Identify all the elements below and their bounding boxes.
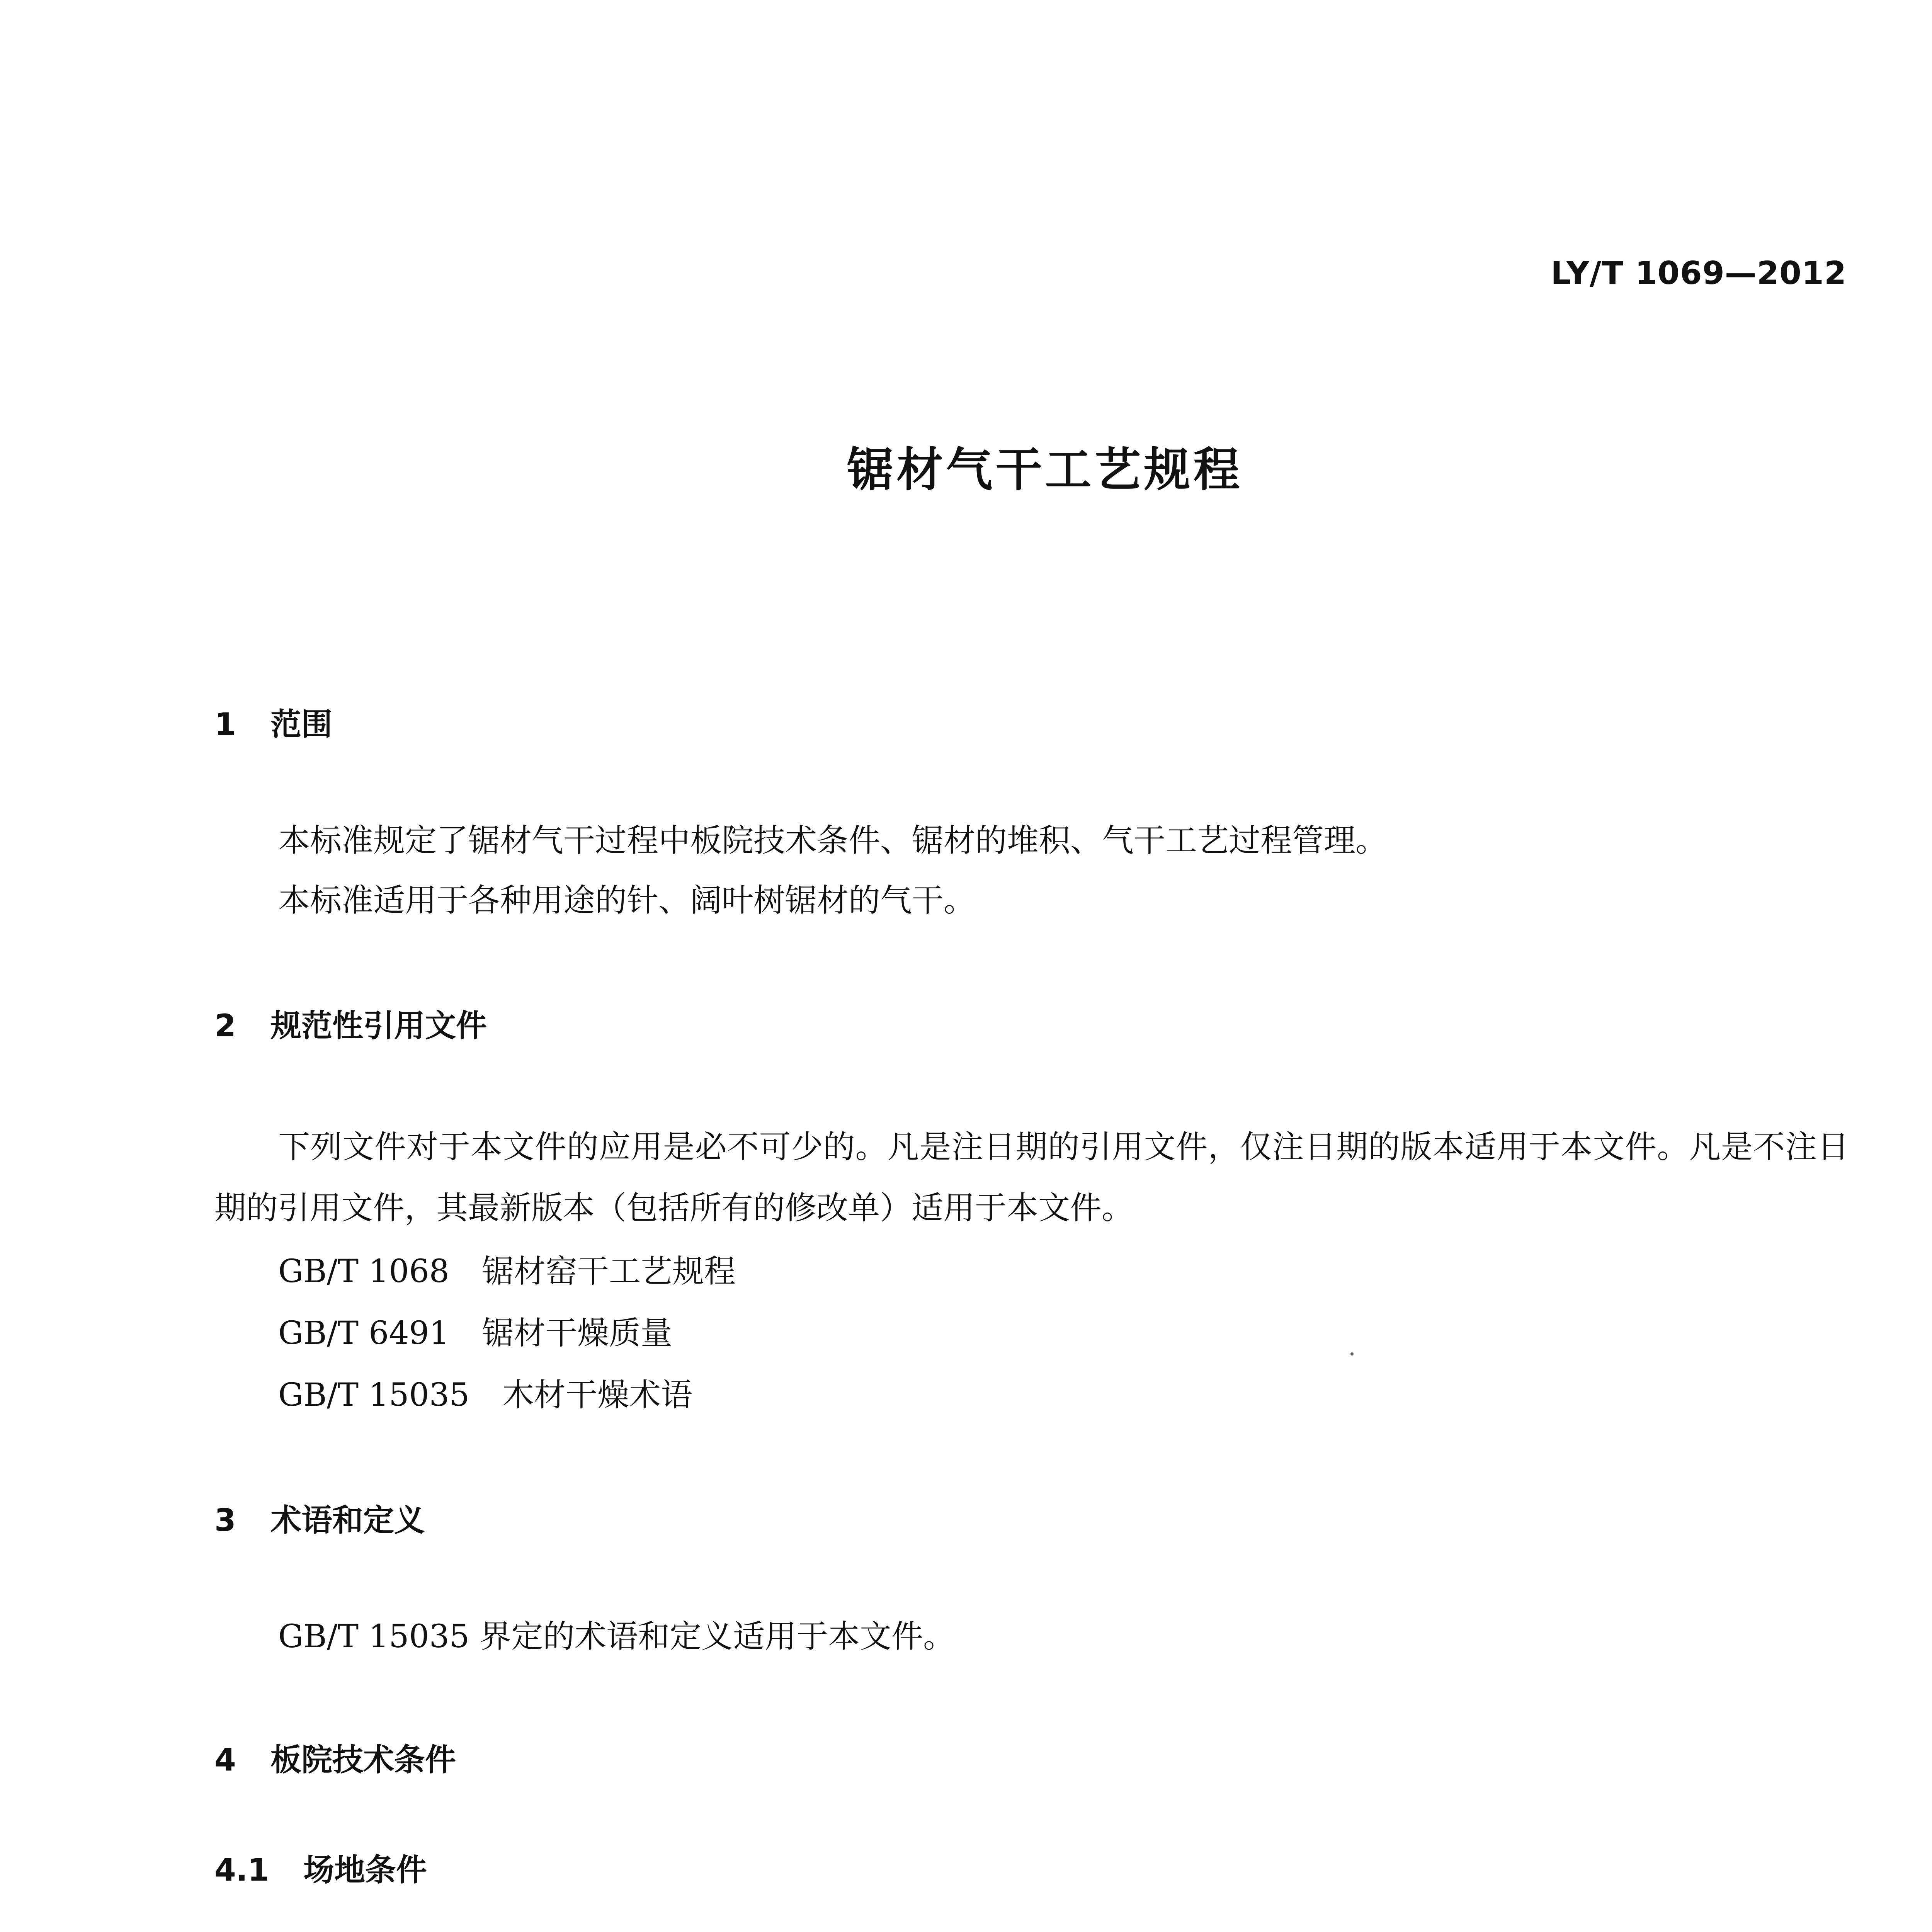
document-title: 锯材气干工艺规程 [847,443,1243,497]
section-2-heading [214,1001,487,1045]
reference-item [278,1308,672,1353]
reference-name: 锯材干燥质量 [482,1315,672,1352]
section-number: 4 [214,1742,236,1778]
subsection-number: 4.1 [214,1852,269,1888]
section-1-paragraph-2: 本标准适用于各种用途的针、阔叶树锯材的气干。 [278,882,976,919]
section-title: 术语和定义 [270,1502,425,1538]
reference-name: 锯材窑干工艺规程 [482,1253,736,1290]
reference-name: 木材干燥术语 [502,1377,693,1413]
section-title: 规范性引用文件 [270,1008,487,1044]
reference-item [278,1246,736,1291]
section-1-heading [214,699,332,744]
reference-code: GB/T 15035 [278,1377,470,1413]
section-1-paragraph-1: 本标准规定了锯材气干过程中板院技术条件、锯材的堆积、气干工艺过程管理。 [278,822,1388,859]
section-title: 范围 [270,706,332,742]
section-3-heading [214,1495,425,1540]
reference-code: GB/T 1068 [278,1253,449,1290]
scan-speck [1350,1352,1354,1355]
section-number: 3 [214,1502,236,1538]
standard-number: LY/T 1069—2012 [1551,255,1847,292]
reference-code: GB/T 6491 [278,1315,449,1352]
section-4-heading [214,1735,456,1779]
section-3-text: GB/T 15035 界定的术语和定义适用于本文件。 [278,1618,955,1655]
section-2-intro: 下列文件对于本文件的应用是必不可少的。凡是注日期的引用文件，仅注日期的版本适用于本文件。凡是不注日期的引用文件，其最新版本（包括所有的修改单）适用于本文件。 [214,1129,1849,1226]
section-title: 板院技术条件 [270,1742,456,1778]
section-number: 1 [214,706,236,742]
reference-item [278,1370,692,1415]
subsection-4-1-heading [214,1845,427,1889]
subsection-title: 场地条件 [303,1852,427,1888]
section-number: 2 [214,1008,236,1044]
